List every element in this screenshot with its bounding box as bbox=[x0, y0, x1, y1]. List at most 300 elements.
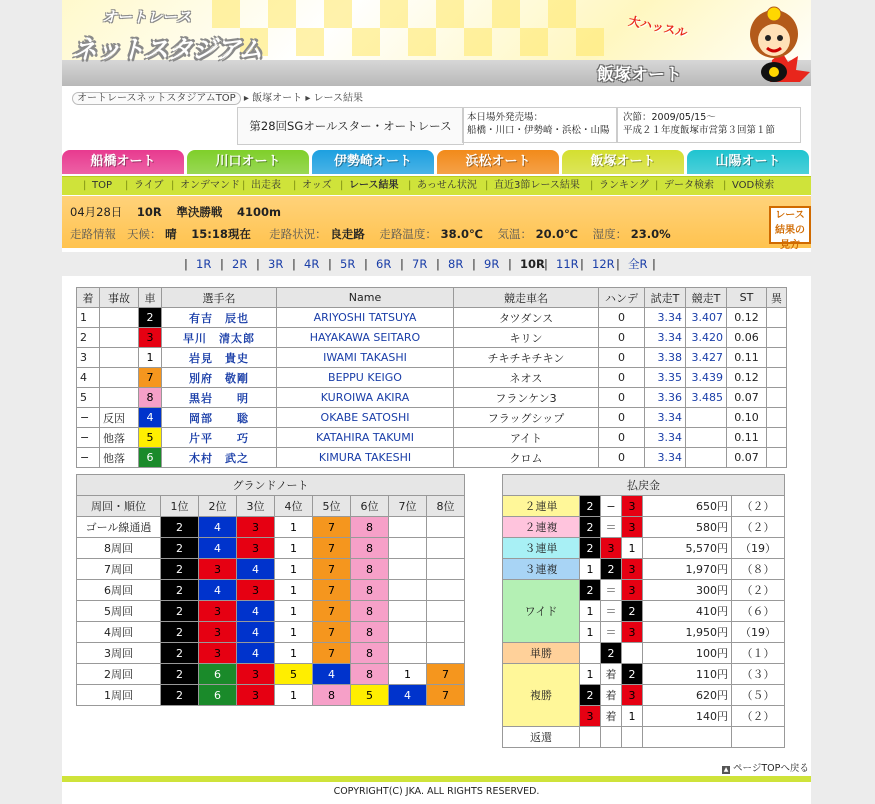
lap-position-cell: 2 bbox=[161, 643, 199, 664]
lap-position-cell: 2 bbox=[161, 622, 199, 643]
car-number: 5 bbox=[139, 428, 162, 448]
lap-row bbox=[77, 664, 465, 685]
air-temp-label: 気温： bbox=[497, 227, 533, 241]
grand-note-table bbox=[76, 474, 465, 706]
next-session-info bbox=[617, 107, 801, 143]
handicap: 0 bbox=[599, 448, 645, 468]
popularity: （２） bbox=[732, 517, 785, 538]
racer-name-en: IWAMI TAKASHI bbox=[277, 348, 454, 368]
bet-combo-cell: 2 bbox=[580, 685, 601, 706]
lap-position-cell bbox=[389, 559, 427, 580]
race-nav-separator: | bbox=[400, 257, 404, 271]
lap-label: 5周回 bbox=[77, 601, 161, 622]
racer-name-en: HAYAKAWA SEITARO bbox=[277, 328, 454, 348]
lap-position-cell: 4 bbox=[199, 538, 237, 559]
grand-note-col-8: 8位 bbox=[427, 496, 465, 517]
start-timing: 0.06 bbox=[727, 328, 767, 348]
mascot-slogan: 大ハッスル bbox=[627, 13, 689, 41]
race-nav-separator: | bbox=[616, 257, 620, 271]
handicap: 0 bbox=[599, 348, 645, 368]
car-number: 8 bbox=[139, 388, 162, 408]
racer-name-link[interactable]: 別府 敬剛 bbox=[162, 368, 277, 388]
arrow-up-icon: ▲ bbox=[723, 766, 729, 773]
grand-note-col-6: 6位 bbox=[351, 496, 389, 517]
lap-position-cell: 4 bbox=[237, 601, 275, 622]
racer-name-en: ARIYOSHI TATSUYA bbox=[277, 308, 454, 328]
racer-name-link[interactable]: 岡部 聡 bbox=[162, 408, 277, 428]
lap-position-cell: 3 bbox=[199, 643, 237, 664]
race-nav-separator: | bbox=[472, 257, 476, 271]
payout-amount: 620円 bbox=[643, 685, 732, 706]
subnav-separator: | bbox=[83, 180, 87, 191]
finish-position: 2 bbox=[77, 328, 100, 348]
grand-note-col-7: 7位 bbox=[389, 496, 427, 517]
finish-position: − bbox=[77, 448, 100, 468]
bet-combo-cell: ＝ bbox=[601, 622, 622, 643]
lap-label: 4周回 bbox=[77, 622, 161, 643]
bet-combo-cell bbox=[622, 643, 643, 664]
payout-amount: 580円 bbox=[643, 517, 732, 538]
bet-combo-cell: 3 bbox=[622, 622, 643, 643]
bet-type: ３連単 bbox=[503, 538, 580, 559]
venue-tab-2[interactable]: 伊勢崎オート bbox=[312, 150, 434, 174]
lap-position-cell: 2 bbox=[161, 517, 199, 538]
lap-position-cell: 8 bbox=[351, 643, 389, 664]
bet-combo-cell: 2 bbox=[622, 664, 643, 685]
result-row bbox=[77, 328, 787, 348]
air-temp-value: 20.0℃ bbox=[535, 227, 578, 241]
racer-name-link[interactable]: 岩見 貴史 bbox=[162, 348, 277, 368]
payout-amount: 410円 bbox=[643, 601, 732, 622]
subnav-item-6[interactable]: あっせん状況 bbox=[417, 180, 477, 191]
col-racer-en: Name bbox=[277, 288, 454, 308]
lap-position-cell: 8 bbox=[351, 601, 389, 622]
payout-amount: 140円 bbox=[643, 706, 732, 727]
bet-combo-cell: 3 bbox=[622, 517, 643, 538]
conditions-label: 走路情報 bbox=[70, 227, 116, 241]
machine-name: クロム bbox=[454, 448, 599, 468]
race-nav-separator: | bbox=[436, 257, 440, 271]
start-timing: 0.11 bbox=[727, 428, 767, 448]
subnav-item-1[interactable]: ライブ bbox=[134, 180, 164, 191]
col-race-time: 競走T bbox=[686, 288, 727, 308]
finish-position: 4 bbox=[77, 368, 100, 388]
lap-position-cell: 1 bbox=[275, 559, 313, 580]
race-series-title: 第28回SGオールスター・オートレース bbox=[237, 107, 464, 145]
col-racer-jp: 選手名 bbox=[162, 288, 277, 308]
lap-position-cell bbox=[427, 643, 465, 664]
grand-note-col-1: 1位 bbox=[161, 496, 199, 517]
sale-info bbox=[462, 107, 617, 143]
site-logo[interactable]: ネットスタジアム bbox=[72, 35, 263, 64]
breadcrumb-venue-link[interactable]: 飯塚オート bbox=[252, 93, 303, 104]
lap-position-cell: 7 bbox=[313, 643, 351, 664]
grand-note-title: グランドノート bbox=[77, 475, 465, 496]
lap-row bbox=[77, 643, 465, 664]
lap-row bbox=[77, 580, 465, 601]
popularity: （19） bbox=[732, 622, 785, 643]
lap-position-cell: 1 bbox=[275, 601, 313, 622]
weather-value: 晴 bbox=[165, 227, 177, 241]
abnormal-flag bbox=[767, 388, 787, 408]
lap-position-cell: 3 bbox=[237, 517, 275, 538]
car-number: 1 bbox=[139, 348, 162, 368]
race-number: 10R bbox=[136, 205, 162, 219]
bet-combo-cell bbox=[601, 727, 622, 748]
race-selector bbox=[62, 252, 811, 276]
result-row bbox=[77, 388, 787, 408]
track-temp-label: 走路温度： bbox=[379, 227, 437, 241]
sale-info-label: 本日場外発売場： bbox=[467, 112, 544, 123]
handicap: 0 bbox=[599, 388, 645, 408]
lap-position-cell: 2 bbox=[161, 601, 199, 622]
breadcrumb-home-link[interactable]: オートレースネットスタジアムTOP bbox=[72, 92, 241, 105]
handicap: 0 bbox=[599, 368, 645, 388]
race-nav-separator: | bbox=[328, 257, 332, 271]
result-row bbox=[77, 448, 787, 468]
racer-name-link[interactable]: 有吉 辰也 bbox=[162, 308, 277, 328]
race-link-7[interactable]: 8R bbox=[448, 257, 464, 271]
race-link-1[interactable]: 2R bbox=[232, 257, 248, 271]
bet-type: ３連複 bbox=[503, 559, 580, 580]
lap-position-cell: 8 bbox=[351, 664, 389, 685]
lap-position-cell: 2 bbox=[161, 559, 199, 580]
subnav-separator: | bbox=[408, 180, 412, 191]
result-row bbox=[77, 408, 787, 428]
subnav-item-0[interactable]: TOP bbox=[92, 180, 113, 191]
subnav-item-7[interactable]: 直近3節レース結果 bbox=[494, 180, 580, 191]
lap-position-cell: 2 bbox=[161, 664, 199, 685]
lap-position-cell: 3 bbox=[237, 580, 275, 601]
lap-position-cell: 4 bbox=[313, 664, 351, 685]
lap-position-cell: 4 bbox=[237, 622, 275, 643]
popularity: （３） bbox=[732, 664, 785, 685]
lap-position-cell: 7 bbox=[313, 559, 351, 580]
race-time bbox=[686, 408, 727, 428]
lap-position-cell: 7 bbox=[313, 622, 351, 643]
race-link-4[interactable]: 5R bbox=[340, 257, 356, 271]
lap-position-cell: 1 bbox=[275, 517, 313, 538]
bet-combo-cell: − bbox=[601, 496, 622, 517]
bet-combo-cell: 1 bbox=[580, 559, 601, 580]
race-nav-separator: | bbox=[256, 257, 260, 271]
race-link-2[interactable]: 3R bbox=[268, 257, 284, 271]
howto-results-button[interactable]: レース結果の見方 bbox=[769, 206, 811, 244]
payout-row bbox=[503, 727, 785, 748]
mascot-icon bbox=[712, 0, 811, 86]
grand-note bbox=[76, 474, 465, 706]
race-time bbox=[686, 448, 727, 468]
lap-position-cell: 7 bbox=[427, 685, 465, 706]
trial-time: 3.34 bbox=[645, 448, 686, 468]
lap-position-cell: 7 bbox=[313, 580, 351, 601]
start-timing: 0.07 bbox=[727, 388, 767, 408]
lap-position-cell bbox=[389, 580, 427, 601]
lap-position-cell bbox=[427, 559, 465, 580]
race-nav-separator: | bbox=[220, 257, 224, 271]
subnav-item-2[interactable]: オンデマンド bbox=[180, 180, 240, 191]
bet-combo-cell: 着 bbox=[601, 706, 622, 727]
bet-combo-cell: 3 bbox=[601, 538, 622, 559]
lap-position-cell bbox=[427, 538, 465, 559]
car-number: 4 bbox=[139, 408, 162, 428]
site-logo-sub[interactable]: オートレース bbox=[102, 8, 192, 26]
humidity-label: 湿度： bbox=[592, 227, 628, 241]
racer-name-link[interactable]: 黒岩 明 bbox=[162, 388, 277, 408]
payout-amount: 110円 bbox=[643, 664, 732, 685]
lap-position-cell bbox=[389, 517, 427, 538]
trial-time: 3.34 bbox=[645, 328, 686, 348]
track-value: 良走路 bbox=[330, 227, 365, 241]
handicap: 0 bbox=[599, 308, 645, 328]
finish-position: 3 bbox=[77, 348, 100, 368]
bet-combo-cell: 2 bbox=[601, 643, 622, 664]
bet-combo-cell: ＝ bbox=[601, 580, 622, 601]
machine-name: ネオス bbox=[454, 368, 599, 388]
subnav-item-4[interactable]: オッズ bbox=[302, 180, 332, 191]
weather-label: 天候： bbox=[126, 227, 162, 241]
track-label: 走路状況： bbox=[269, 227, 327, 241]
lap-position-cell: 1 bbox=[275, 685, 313, 706]
lap-position-cell: 5 bbox=[351, 685, 389, 706]
lap-position-cell: 3 bbox=[237, 685, 275, 706]
grand-note-col-3: 3位 bbox=[237, 496, 275, 517]
venue-tab-3[interactable]: 浜松オート bbox=[437, 150, 559, 174]
race-link-3[interactable]: 4R bbox=[304, 257, 320, 271]
start-timing: 0.10 bbox=[727, 408, 767, 428]
lap-label: 2周回 bbox=[77, 664, 161, 685]
page-top-link[interactable] bbox=[722, 760, 809, 774]
popularity: （２） bbox=[732, 580, 785, 601]
breadcrumb-current: レース結果 bbox=[313, 93, 364, 104]
machine-name: アイト bbox=[454, 428, 599, 448]
car-number: 7 bbox=[139, 368, 162, 388]
lap-row bbox=[77, 559, 465, 580]
race-link-8[interactable]: 9R bbox=[484, 257, 500, 271]
subnav-separator: | bbox=[590, 180, 594, 191]
lap-position-cell bbox=[389, 622, 427, 643]
lap-position-cell: 7 bbox=[427, 664, 465, 685]
venue-tabs bbox=[62, 150, 811, 174]
bet-combo-cell: ＝ bbox=[601, 517, 622, 538]
bet-combo-cell: 2 bbox=[622, 601, 643, 622]
popularity: （５） bbox=[732, 685, 785, 706]
col-handicap: ハンデ bbox=[599, 288, 645, 308]
bet-combo-cell bbox=[580, 727, 601, 748]
abnormal-flag bbox=[767, 428, 787, 448]
lap-position-cell: 1 bbox=[275, 580, 313, 601]
lap-position-cell bbox=[389, 643, 427, 664]
next-session-name: 平成２１年度飯塚市営第３回第１節 bbox=[623, 125, 776, 136]
lap-position-cell bbox=[389, 601, 427, 622]
lap-position-cell: 4 bbox=[389, 685, 427, 706]
lap-label: 7周回 bbox=[77, 559, 161, 580]
race-link-5[interactable]: 6R bbox=[376, 257, 392, 271]
sale-info-venues: 船橋・川口・伊勢崎・浜松・山陽 bbox=[467, 125, 610, 136]
lap-position-cell: 7 bbox=[313, 601, 351, 622]
car-number: 2 bbox=[139, 308, 162, 328]
payout-row bbox=[503, 517, 785, 538]
race-time: 3.427 bbox=[686, 348, 727, 368]
venue-tab-1[interactable]: 川口オート bbox=[187, 150, 309, 174]
lap-row bbox=[77, 517, 465, 538]
abnormal-flag bbox=[767, 408, 787, 428]
racer-name-link[interactable]: 木村 武之 bbox=[162, 448, 277, 468]
lap-position-cell: 7 bbox=[313, 517, 351, 538]
trial-time: 3.38 bbox=[645, 348, 686, 368]
footer-rule bbox=[62, 776, 811, 782]
race-info-band bbox=[62, 196, 811, 248]
lap-position-cell: 1 bbox=[275, 643, 313, 664]
lap-position-cell: 8 bbox=[351, 580, 389, 601]
car-number: 6 bbox=[139, 448, 162, 468]
subnav-separator: | bbox=[125, 180, 129, 191]
bet-combo-cell: 3 bbox=[622, 559, 643, 580]
venue-tab-0[interactable]: 船橋オート bbox=[62, 150, 184, 174]
lap-position-cell: 1 bbox=[389, 664, 427, 685]
accident-code: 他落 bbox=[100, 448, 139, 468]
lap-label: 6周回 bbox=[77, 580, 161, 601]
race-link-12[interactable]: 全R bbox=[628, 257, 648, 271]
racer-name-en: OKABE SATOSHI bbox=[277, 408, 454, 428]
lap-position-cell bbox=[427, 601, 465, 622]
result-row bbox=[77, 348, 787, 368]
humidity-value: 23.0% bbox=[630, 227, 671, 241]
lap-position-cell: 3 bbox=[237, 538, 275, 559]
venue-tab-5[interactable]: 山陽オート bbox=[687, 150, 809, 174]
trial-time: 3.34 bbox=[645, 428, 686, 448]
start-timing: 0.12 bbox=[727, 368, 767, 388]
subnav-item-5[interactable]: レース結果 bbox=[349, 180, 399, 191]
grand-note-header-row bbox=[77, 496, 465, 517]
race-link-0[interactable]: 1R bbox=[196, 257, 212, 271]
track-conditions bbox=[70, 226, 671, 242]
lap-position-cell bbox=[389, 538, 427, 559]
racer-name-en: KIMURA TAKESHI bbox=[277, 448, 454, 468]
bet-type: 返還 bbox=[503, 727, 580, 748]
race-nav-separator: | bbox=[364, 257, 368, 271]
payout-amount: 5,570円 bbox=[643, 538, 732, 559]
accident-code bbox=[100, 328, 139, 348]
racer-name-en: KUROIWA AKIRA bbox=[277, 388, 454, 408]
bet-combo-cell: 1 bbox=[580, 622, 601, 643]
col-abnormal: 異 bbox=[767, 288, 787, 308]
lap-position-cell: 2 bbox=[161, 580, 199, 601]
payout-amount: 650円 bbox=[643, 496, 732, 517]
lap-position-cell: 3 bbox=[199, 559, 237, 580]
trial-time: 3.36 bbox=[645, 388, 686, 408]
subnav-item-3[interactable]: 出走表 bbox=[251, 180, 281, 191]
bet-combo-cell bbox=[580, 643, 601, 664]
finish-position: − bbox=[77, 408, 100, 428]
race-nav-separator: | bbox=[508, 257, 512, 271]
bet-combo-cell: 着 bbox=[601, 664, 622, 685]
track-temp-value: 38.0℃ bbox=[440, 227, 483, 241]
payout-row bbox=[503, 538, 785, 559]
race-time: 3.485 bbox=[686, 388, 727, 408]
lap-label: 1周回 bbox=[77, 685, 161, 706]
bet-combo-cell: 1 bbox=[622, 706, 643, 727]
accident-code bbox=[100, 388, 139, 408]
racer-name-link[interactable]: 早川 清太郎 bbox=[162, 328, 277, 348]
abnormal-flag bbox=[767, 448, 787, 468]
payout-table bbox=[502, 474, 785, 748]
abnormal-flag bbox=[767, 368, 787, 388]
accident-code: 他落 bbox=[100, 428, 139, 448]
lap-position-cell: 8 bbox=[351, 622, 389, 643]
lap-label: 3周回 bbox=[77, 643, 161, 664]
race-link-10[interactable]: 11R bbox=[556, 257, 579, 271]
lap-position-cell: 8 bbox=[351, 538, 389, 559]
popularity: （１） bbox=[732, 643, 785, 664]
payout-amount: 100円 bbox=[643, 643, 732, 664]
lap-position-cell: 3 bbox=[199, 601, 237, 622]
bet-combo-cell: 2 bbox=[580, 580, 601, 601]
bet-type: 単勝 bbox=[503, 643, 580, 664]
payout-row bbox=[503, 664, 785, 685]
bet-combo-cell: 2 bbox=[601, 559, 622, 580]
results-table bbox=[76, 287, 787, 468]
race-time: 3.407 bbox=[686, 308, 727, 328]
bet-type: ワイド bbox=[503, 580, 580, 643]
race-link-11[interactable]: 12R bbox=[592, 257, 615, 271]
result-row bbox=[77, 368, 787, 388]
subnav-separator: | bbox=[171, 180, 175, 191]
lap-position-cell: 4 bbox=[237, 559, 275, 580]
race-nav-separator: | bbox=[292, 257, 296, 271]
grand-note-col-4: 4位 bbox=[275, 496, 313, 517]
payout-row bbox=[503, 580, 785, 601]
popularity: （８） bbox=[732, 559, 785, 580]
car-number: 3 bbox=[139, 328, 162, 348]
race-header-line bbox=[70, 204, 281, 220]
start-timing: 0.11 bbox=[727, 348, 767, 368]
lap-row bbox=[77, 685, 465, 706]
lap-position-cell: 5 bbox=[275, 664, 313, 685]
bet-combo-cell: ＝ bbox=[601, 601, 622, 622]
copyright: COPYRIGHT(C) JKA. ALL RIGHTS RESERVED. bbox=[333, 786, 540, 797]
race-distance: 4100m bbox=[237, 205, 282, 219]
bet-combo-cell: 着 bbox=[601, 685, 622, 706]
race-type: 準決勝戦 bbox=[176, 205, 223, 219]
conditions-time: 15:18現在 bbox=[191, 227, 251, 241]
start-timing: 0.07 bbox=[727, 448, 767, 468]
subnav-item-8[interactable]: ランキング bbox=[599, 180, 649, 191]
subnav-item-10[interactable]: VOD検索 bbox=[732, 180, 775, 191]
bet-combo-cell: 3 bbox=[622, 685, 643, 706]
result-row bbox=[77, 428, 787, 448]
result-row bbox=[77, 308, 787, 328]
race-link-6[interactable]: 7R bbox=[412, 257, 428, 271]
venue-tab-4[interactable]: 飯塚オート bbox=[562, 150, 684, 174]
col-start-timing: ST bbox=[727, 288, 767, 308]
lap-position-cell: 3 bbox=[237, 664, 275, 685]
subnav-item-9[interactable]: データ検索 bbox=[664, 180, 714, 191]
finish-position: 1 bbox=[77, 308, 100, 328]
race-nav-separator: | bbox=[580, 257, 584, 271]
lap-position-cell: 6 bbox=[199, 685, 237, 706]
machine-name: フランケン3 bbox=[454, 388, 599, 408]
racer-name-link[interactable]: 片平 巧 bbox=[162, 428, 277, 448]
race-nav-separator: | bbox=[652, 257, 656, 271]
bet-type: ２連複 bbox=[503, 517, 580, 538]
lap-row bbox=[77, 601, 465, 622]
subnav-separator: | bbox=[655, 180, 659, 191]
popularity: （６） bbox=[732, 601, 785, 622]
machine-name: タツダンス bbox=[454, 308, 599, 328]
accident-code bbox=[100, 368, 139, 388]
accident-code bbox=[100, 348, 139, 368]
